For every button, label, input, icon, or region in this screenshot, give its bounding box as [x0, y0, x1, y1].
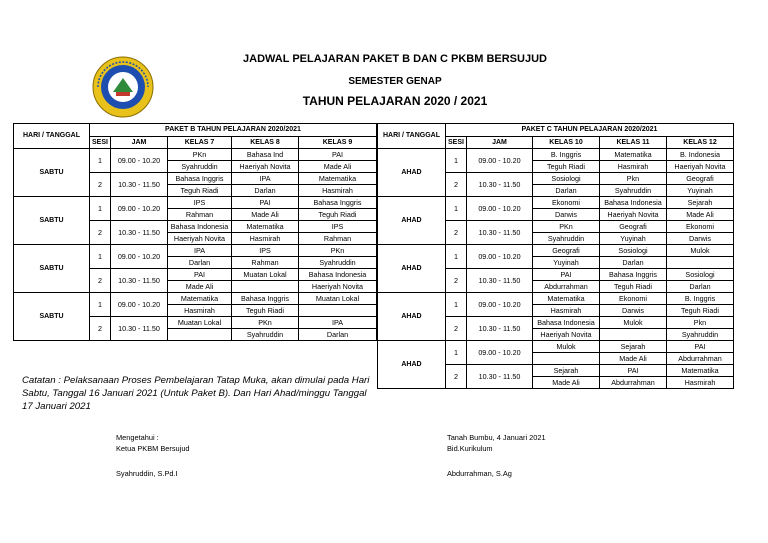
subject-cell: Bahasa Inggris	[600, 269, 667, 281]
jam-cell: 10.30 - 11.50	[111, 269, 168, 293]
class-header: KELAS 11	[600, 137, 667, 149]
teacher-cell: Made Ali	[600, 353, 667, 365]
teacher-cell: Syahruddin	[667, 329, 734, 341]
day-cell: AHAD	[378, 149, 446, 197]
sesi-cell: 1	[446, 149, 467, 173]
class-header: KELAS 8	[232, 137, 299, 149]
day-cell: AHAD	[378, 197, 446, 245]
sesi-cell: 1	[90, 197, 111, 221]
subject-cell: PAI	[667, 341, 734, 353]
day-cell: SABTU	[14, 197, 90, 245]
subject-cell: B. Inggris	[533, 149, 600, 161]
teacher-cell: Hasmirah	[667, 377, 734, 389]
teacher-cell: Abdurrahman	[533, 281, 600, 293]
subject-cell: Bahasa Indonesia	[168, 221, 232, 233]
jam-cell: 10.30 - 11.50	[467, 269, 533, 293]
teacher-cell: Rahman	[299, 233, 377, 245]
teacher-cell	[533, 353, 600, 365]
teacher-cell: Hasmirah	[533, 305, 600, 317]
subject-cell: PAI	[232, 197, 299, 209]
subject-cell: IPA	[232, 173, 299, 185]
subject-cell: Bahasa Indonesia	[533, 317, 600, 329]
teacher-cell: Darwis	[667, 233, 734, 245]
subject-cell: Muatan Lokal	[168, 317, 232, 329]
subject-cell: PAI	[600, 365, 667, 377]
subject-cell: IPS	[168, 197, 232, 209]
teacher-cell: Haeriyah Novita	[299, 281, 377, 293]
schedule-note: Catatan : Pelaksanaan Proses Pembelajaran Tatap Muka, akan dimulai pada Hari Sabtu, Tanggal 16 Januari 2021 (Untuk Paket B). Dan Hari Ahad/minggu Tanggal 17 Januari 2021	[22, 375, 370, 412]
sesi-cell: 1	[446, 293, 467, 317]
subject-cell: Bahasa Inggris	[232, 293, 299, 305]
jam-cell: 10.30 - 11.50	[467, 317, 533, 341]
sig-right-date: Tanah Bumbu, 4 Januari 2021	[447, 433, 546, 442]
class-header: KELAS 7	[168, 137, 232, 149]
teacher-cell: Made Ali	[232, 209, 299, 221]
subject-cell: Matematika	[232, 221, 299, 233]
subject-cell: Mulok	[533, 341, 600, 353]
teacher-cell: Darlan	[667, 281, 734, 293]
teacher-cell: Made Ali	[667, 209, 734, 221]
jam-cell: 10.30 - 11.50	[467, 173, 533, 197]
subject-cell: Matematika	[533, 293, 600, 305]
teacher-cell: Darlan	[299, 329, 377, 341]
jam-cell: 10.30 - 11.50	[467, 365, 533, 389]
class-header: KELAS 10	[533, 137, 600, 149]
teacher-cell: Syahruddin	[600, 185, 667, 197]
jam-cell: 09.00 - 10.20	[467, 197, 533, 221]
subject-cell: Pkn	[600, 173, 667, 185]
teacher-cell	[667, 257, 734, 269]
teacher-cell: Teguh Riadi	[299, 209, 377, 221]
teacher-cell: Rahman	[168, 209, 232, 221]
paket-b-title: PAKET B TAHUN PELAJARAN 2020/2021	[90, 124, 377, 137]
teacher-cell: Made Ali	[168, 281, 232, 293]
jam-cell: 10.30 - 11.50	[111, 173, 168, 197]
teacher-cell: Darwis	[533, 209, 600, 221]
teacher-cell: Hasmirah	[168, 305, 232, 317]
sig-left-label: Mengetahui :	[116, 433, 159, 442]
teacher-cell: Teguh Riadi	[667, 305, 734, 317]
subject-cell: PKn	[232, 317, 299, 329]
subject-cell: Bahasa Indonesia	[600, 197, 667, 209]
subject-cell: Mulok	[600, 317, 667, 329]
teacher-cell: Yuyinah	[667, 185, 734, 197]
subject-cell: Sosiologi	[533, 173, 600, 185]
teacher-cell: Haeriyah Novita	[168, 233, 232, 245]
jam-cell: 09.00 - 10.20	[467, 341, 533, 365]
sesi-cell: 1	[90, 149, 111, 173]
subject-cell: Ekonomi	[600, 293, 667, 305]
teacher-cell	[299, 305, 377, 317]
teacher-cell: Teguh Riadi	[533, 161, 600, 173]
subject-cell: Geografi	[600, 221, 667, 233]
teacher-cell: Hasmirah	[299, 185, 377, 197]
subject-cell: PKn	[533, 221, 600, 233]
teacher-cell: Teguh Riadi	[168, 185, 232, 197]
subject-cell: Matematika	[600, 149, 667, 161]
subject-cell: Geografi	[533, 245, 600, 257]
sesi-cell: 2	[90, 317, 111, 341]
sig-right-title: Bid.Kurikulum	[447, 444, 493, 453]
subject-cell: Bahasa Inggris	[168, 173, 232, 185]
teacher-cell: Abdurrahman	[600, 377, 667, 389]
jam-cell: 10.30 - 11.50	[111, 221, 168, 245]
teacher-cell: Haeriyah Novita	[600, 209, 667, 221]
teacher-cell: Syahruddin	[232, 329, 299, 341]
teacher-cell: Haeriyah Novita	[232, 161, 299, 173]
subject-cell: Muatan Lokal	[299, 293, 377, 305]
subject-cell: Matematika	[168, 293, 232, 305]
paket-b-schedule-table	[13, 123, 377, 341]
subject-cell: IPA	[168, 245, 232, 257]
teacher-cell: Made Ali	[533, 377, 600, 389]
teacher-cell: Yuyinah	[600, 233, 667, 245]
day-cell: SABTU	[14, 293, 90, 341]
subject-cell: Muatan Lokal	[232, 269, 299, 281]
sesi-cell: 1	[446, 245, 467, 269]
sesi-cell: 2	[446, 365, 467, 389]
sesi-cell: 2	[446, 221, 467, 245]
teacher-cell: Made Ali	[299, 161, 377, 173]
teacher-cell: Darlan	[232, 185, 299, 197]
sig-left-title: Ketua PKBM Bersujud	[116, 444, 190, 453]
class-header: KELAS 9	[299, 137, 377, 149]
sesi-header: SESI	[446, 137, 467, 149]
sesi-header: SESI	[90, 137, 111, 149]
teacher-cell	[600, 329, 667, 341]
subject-cell: PAI	[168, 269, 232, 281]
subject-cell: Ekonomi	[533, 197, 600, 209]
teacher-cell: Haeriyah Novita	[533, 329, 600, 341]
sesi-cell: 2	[446, 173, 467, 197]
teacher-cell: Syahruddin	[168, 161, 232, 173]
sig-right-name: Abdurrahman, S.Ag	[447, 469, 512, 478]
teacher-cell: Hasmirah	[232, 233, 299, 245]
day-cell: AHAD	[378, 341, 446, 389]
jam-cell: 09.00 - 10.20	[111, 197, 168, 221]
sesi-cell: 2	[446, 269, 467, 293]
subject-cell: Pkn	[667, 317, 734, 329]
class-header: KELAS 12	[667, 137, 734, 149]
teacher-cell: Haeriyah Novita	[667, 161, 734, 173]
teacher-cell: Hasmirah	[600, 161, 667, 173]
subject-cell: IPS	[232, 245, 299, 257]
hari-header: HARI / TANGGAL	[378, 124, 446, 149]
sesi-cell: 1	[90, 245, 111, 269]
subject-cell: Ekonomi	[667, 221, 734, 233]
subject-cell: Matematika	[299, 173, 377, 185]
subject-cell: PAI	[299, 149, 377, 161]
subject-cell: Matematika	[667, 365, 734, 377]
jam-cell: 09.00 - 10.20	[111, 149, 168, 173]
sesi-cell: 1	[446, 341, 467, 365]
sesi-cell: 2	[90, 269, 111, 293]
teacher-cell: Teguh Riadi	[232, 305, 299, 317]
teacher-cell	[168, 329, 232, 341]
teacher-cell: Yuyinah	[533, 257, 600, 269]
subject-cell: Bahasa Inggris	[299, 197, 377, 209]
subject-cell: Sejarah	[533, 365, 600, 377]
jam-cell: 09.00 - 10.20	[111, 293, 168, 317]
subject-cell: PKn	[299, 245, 377, 257]
subject-cell: PAI	[533, 269, 600, 281]
jam-cell: 09.00 - 10.20	[111, 245, 168, 269]
teacher-cell	[232, 281, 299, 293]
day-cell: AHAD	[378, 293, 446, 341]
subject-cell: Sejarah	[667, 197, 734, 209]
sesi-cell: 2	[446, 317, 467, 341]
sesi-cell: 1	[446, 197, 467, 221]
subject-cell: Bahasa Ind	[232, 149, 299, 161]
sesi-cell: 2	[90, 173, 111, 197]
subject-cell: PKn	[168, 149, 232, 161]
sesi-cell: 2	[90, 221, 111, 245]
sig-left-name: Syahruddin, S.Pd.I	[116, 469, 178, 478]
sesi-cell: 1	[90, 293, 111, 317]
hari-header: HARI / TANGGAL	[14, 124, 90, 149]
paket-c-schedule-table	[377, 123, 734, 389]
jam-cell: 10.30 - 11.50	[467, 221, 533, 245]
teacher-cell: Teguh Riadi	[600, 281, 667, 293]
teacher-cell: Rahman	[232, 257, 299, 269]
teacher-cell: Darwis	[600, 305, 667, 317]
semester-label: SEMESTER GENAP	[348, 76, 442, 87]
jam-header: JAM	[111, 137, 168, 149]
subject-cell: Mulok	[667, 245, 734, 257]
jam-cell: 09.00 - 10.20	[467, 149, 533, 173]
pkbm-logo	[92, 56, 154, 118]
subject-cell: Sosiologi	[600, 245, 667, 257]
day-cell: AHAD	[378, 245, 446, 293]
paket-c-title: PAKET C TAHUN PELAJARAN 2020/2021	[446, 124, 734, 137]
teacher-cell: Darlan	[600, 257, 667, 269]
teacher-cell: Abdurrahman	[667, 353, 734, 365]
teacher-cell: Syahruddin	[299, 257, 377, 269]
jam-header: JAM	[467, 137, 533, 149]
subject-cell: Sejarah	[600, 341, 667, 353]
day-cell: SABTU	[14, 245, 90, 293]
subject-cell: IPS	[299, 221, 377, 233]
jam-cell: 10.30 - 11.50	[111, 317, 168, 341]
teacher-cell: Syahruddin	[533, 233, 600, 245]
jam-cell: 09.00 - 10.20	[467, 293, 533, 317]
subject-cell: Sosiologi	[667, 269, 734, 281]
day-cell: SABTU	[14, 149, 90, 197]
subject-cell: Bahasa Indonesia	[299, 269, 377, 281]
document-title: JADWAL PELAJARAN PAKET B DAN C PKBM BERSUJUD	[243, 53, 547, 65]
jam-cell: 09.00 - 10.20	[467, 245, 533, 269]
teacher-cell: Darlan	[168, 257, 232, 269]
subject-cell: Geografi	[667, 173, 734, 185]
academic-year: TAHUN PELAJARAN 2020 / 2021	[302, 94, 488, 108]
subject-cell: B. Inggris	[667, 293, 734, 305]
subject-cell: B. Indonesia	[667, 149, 734, 161]
teacher-cell: Darlan	[533, 185, 600, 197]
subject-cell: IPA	[299, 317, 377, 329]
